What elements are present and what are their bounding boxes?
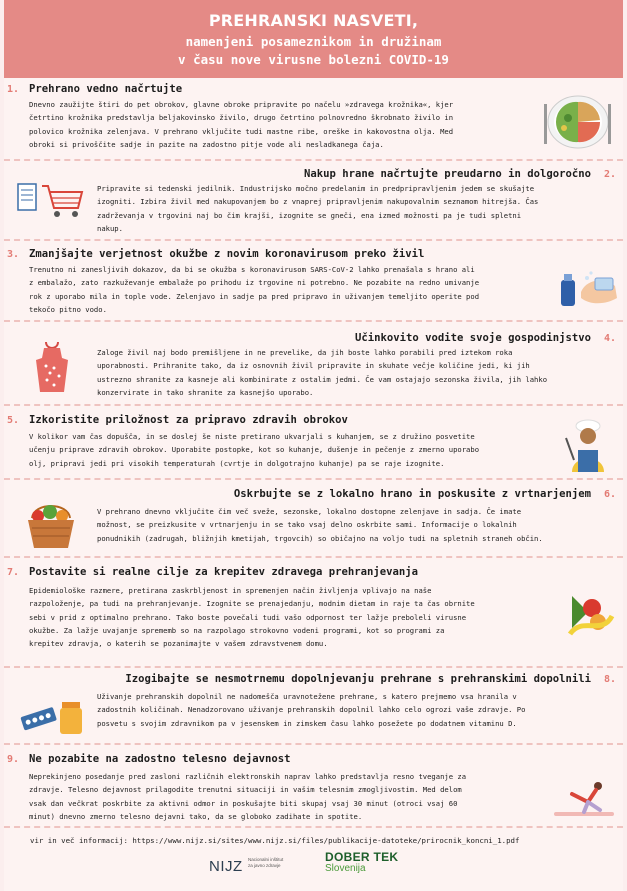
body-line: Zaloge živil naj bodo premišljene in ne prevelike, da jih boste lahko porabili pred iztekom roka xyxy=(97,348,513,357)
body-line: sebi v prid z optimalno prehrano. Tako boste povečali tudi vašo odpornost ter lažje preboleli virusne xyxy=(29,612,467,622)
nijz-sub-line: Nacionalni inštitut xyxy=(248,857,284,862)
nijz-sub-line: za javno zdravje xyxy=(248,862,281,868)
body-line: Uživanje prehranskih dopolnil ne nadomešča uravnotežene prehrane, s katero prejmemo vsa hranila v xyxy=(97,692,517,701)
body-line: učenju priprave zdravih obrokov. Uporabite postopke, kot so kuhanje, dušenje in pečenje z zmerno uporabo xyxy=(29,445,480,455)
body-line: minut) dnevno zmerno telesno dejavni tako, da se globoko zadihate in spotite. xyxy=(29,811,363,821)
dober-tek-text: DOBER TEK xyxy=(325,850,399,864)
section-number: 1. xyxy=(7,84,20,95)
body-line: olj, pripravi jedi pri visokih temperaturah (cvrtje in dolgotrajno kuhanje) pa se raje izognite. xyxy=(29,458,445,468)
section-body xyxy=(29,98,529,151)
section-number: 3. xyxy=(7,249,20,260)
section-body xyxy=(29,584,549,650)
body-line: Neprekinjeno posedanje pred zasloni različnih elektronskih naprav lahko predstavlja resno tveganje za xyxy=(29,772,467,781)
healthy-plate-icon xyxy=(544,92,612,150)
header-subtitle: namenjeni posameznikom in družinam xyxy=(185,34,442,49)
section-title: Izkoristite priložnost za pripravo zdravih obrokov xyxy=(29,414,348,426)
section-title: Prehrano vedno načrtujte xyxy=(29,83,183,95)
section-body xyxy=(97,182,617,235)
body-line: Epidemiološke razmere, pretirana zaskrbljenost in spremenjen način življenja vplivajo na naše xyxy=(29,586,432,595)
infographic-page xyxy=(4,0,623,891)
nijz-logo-text: NIJZ xyxy=(209,858,243,875)
body-line: krepitev zdravja, o katerih se pozanimajte v vašem zdravstvenem domu. xyxy=(29,639,328,649)
section-number: 4. xyxy=(604,333,617,344)
nijz-logo-subtitle xyxy=(248,857,283,868)
nijz-logo xyxy=(209,856,284,875)
body-line: razpoloženje, pa tudi na prehranjevanje. Izognite se prenajedanju, modnim dietam in raje ta čas obrnite xyxy=(29,599,475,609)
body-line: nakup. xyxy=(97,223,123,233)
section-title: Oskrbujte se z lokalno hrano in poskusite z vrtnarjenjem xyxy=(233,488,591,500)
section-title: Zmanjšajte verjetnost okužbe z novim koronavirusom preko živil xyxy=(29,248,425,260)
section-divider xyxy=(4,239,623,241)
body-line: posvetu s svojim zdravnikom pa v jesenskem in zimskem času lahko posežete po dodatnem vitaminu D. xyxy=(97,718,517,728)
section-body xyxy=(97,505,617,545)
header-banner xyxy=(4,0,623,78)
section-body xyxy=(97,346,617,399)
header-title: PREHRANSKI NASVETI, xyxy=(208,11,419,30)
body-line: obroki si privoščite sadje in pazite na zadostno pitje vode ali nesladkanega čaja. xyxy=(29,139,384,149)
exercise-icon xyxy=(552,778,616,818)
vegetable-basket-icon xyxy=(24,498,78,550)
body-line: izogniti. Izbira živil med nakupovanjem bo z vnaprej pripravljenim nakupovalnim seznamom hitrejša. Čas xyxy=(97,197,539,207)
section-divider xyxy=(4,478,623,480)
section-body xyxy=(97,690,617,730)
body-line: vsak dan večkrat poskrbite za aktivni odmor in poskušajte biti skupaj vsaj 30 minut (otroci vsaj 60 xyxy=(29,798,458,808)
body-line: četrtino krožnika predstavlja beljakovinsko živilo, drugo četrtino polnovredno škrobnato živilo in xyxy=(29,113,454,123)
section-number: 2. xyxy=(604,169,617,180)
section-title: Nakup hrane načrtujte preudarno in dolgoročno xyxy=(303,168,591,180)
header-subtitle-2: v času nove virusne bolezni COVID-19 xyxy=(178,52,449,67)
body-line: ponudnikih (zadrugah, bližnjih kmetijah, trgovcih) so običajno na voljo tudi na spletnih straneh občin. xyxy=(97,533,543,543)
section-body xyxy=(29,430,559,470)
section-divider xyxy=(4,159,623,161)
section-number: 5. xyxy=(7,415,20,426)
body-line: Pripravite si tedenski jedilnik. Industrijsko močno predelanim in predpripravljenim jedem se skušajte xyxy=(97,184,535,193)
body-line: z embalažo, zato razkuževanje embalaže po prihodu iz trgovine ni potrebno. Ne pozabite na redno umivanje xyxy=(29,278,480,288)
section-title: Postavite si realne cilje za krepitev zdravega prehranjevanja xyxy=(29,566,419,578)
fruit-measuring-tape-icon xyxy=(562,586,616,640)
body-line: V kolikor vam čas dopušča, in se doslej še niste pretirano ukvarjali s kuhanjem, se z družino posvetite xyxy=(29,432,475,441)
supplements-icon xyxy=(18,696,84,736)
body-line: polovico krožnika zelenjava. V prehrano vključite tudi mastne ribe, oreške in kakovostna olja. Med xyxy=(29,126,454,136)
section-divider xyxy=(4,743,623,745)
section-divider xyxy=(4,320,623,322)
body-line: Dnevno zaužijte štiri do pet obrokov, glavne obroke pripravite po načelu »zdravega krožnika«, kjer xyxy=(29,100,454,109)
body-line: Trenutno ni zanesljivih dokazov, da bi se okužba s koronavirusom SARS-CoV-2 lahko prenašala s hrano ali xyxy=(29,265,475,274)
hand-washing-icon xyxy=(557,268,621,310)
dober-tek-logo xyxy=(325,850,398,874)
body-line: uporabnosti. Prihranite tako, da iz osnovnih živil pripravite in skuhate večje količine jedi, ki jih xyxy=(97,361,530,371)
section-body xyxy=(29,770,549,823)
section-divider xyxy=(4,666,623,668)
source-link[interactable]: vir in več informacij: https://www.nijz.si/sites/www.nijz.si/files/publikacije-datoteke/prirocnik_koncni_1.pdf xyxy=(30,836,520,845)
body-line: zadrževanja v trgovini naj bo čim krajši, izognite se gneči, ena izmed možnosti pa je tudi spletni xyxy=(97,210,522,220)
section-divider xyxy=(4,826,623,828)
chef-icon xyxy=(560,418,612,474)
shopping-cart-list-icon xyxy=(16,180,88,224)
body-line: zadostnih količinah. Nenadzorovano uživanje prehranskih dopolnil lahko celo ogrozi vaše zdravje. Po xyxy=(97,705,526,715)
section-divider xyxy=(4,556,623,558)
section-title: Učinkovito vodite svoje gospodinjstvo xyxy=(355,332,591,344)
body-line: rok z uporabo mila in tople vode. Zelenjavo in sadje pa pred pripravo in uživanjem temeljito operite pod xyxy=(29,291,480,301)
section-number: 7. xyxy=(7,567,20,578)
section-title: Izogibajte se nesmotrnemu dopolnjevanju prehrane s prehranskimi dopolnili xyxy=(125,673,591,685)
body-line: V prehrano dnevno vključite čim več sveže, sezonske, lokalno dostopne zelenjave in sadja. Če imate xyxy=(97,507,522,516)
section-divider xyxy=(4,404,623,406)
dober-tek-country: Slovenija xyxy=(325,863,366,874)
body-line: okužbe. Za lažje uvajanje sprememb so na razpolago strokovno vodeni programi, kot so programi za xyxy=(29,625,445,635)
section-body xyxy=(29,263,549,316)
apron-icon xyxy=(34,340,70,396)
body-line: možnost, se preizkusite v vrtnarjenju in se tako vsaj delno oskrbite sami. Informacije o lokalnih xyxy=(97,520,517,530)
body-line: zdravje. Telesno dejavnost prilagodite trenutni situaciji in vašim telesnim zmogljivostim. Med delom xyxy=(29,785,462,795)
section-number: 6. xyxy=(604,489,617,500)
section-number: 8. xyxy=(604,674,617,685)
section-number: 9. xyxy=(7,754,20,765)
body-line: ustrezno shranite za kasneje ali kombinirate z ostalim jedmi. Če vam ostajajo sezonska živila, jih lahko xyxy=(97,374,548,384)
section-title: Ne pozabite na zadostno telesno dejavnost xyxy=(29,753,291,765)
body-line: konzervirate in tako shranite za kasnejšo uporabo. xyxy=(97,387,314,397)
body-line: tekočo pitno vodo. xyxy=(29,304,107,314)
